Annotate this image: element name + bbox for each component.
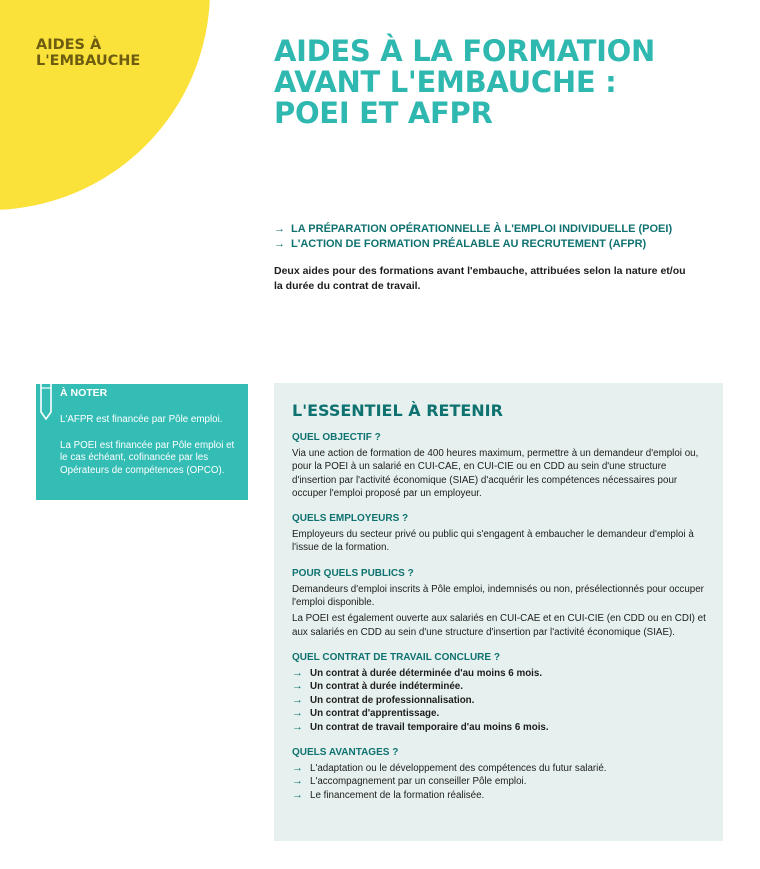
advantages-section bbox=[292, 747, 712, 802]
note-paragraph: L'AFPR est financée par Pôle emploi. bbox=[60, 414, 223, 425]
list-item-text: Un contrat d'apprentissage. bbox=[310, 708, 440, 720]
essentials-title: L'ESSENTIEL À RETENIR bbox=[292, 401, 503, 420]
arrow-icon: → bbox=[292, 680, 303, 693]
subtitle-list bbox=[274, 222, 672, 252]
list-item-text: Un contrat à durée déterminée d'au moins 6 mois. bbox=[310, 667, 543, 679]
objective-question: QUEL OBJECTIF ? bbox=[292, 432, 381, 443]
list-item-text: L'adaptation ou le développement des compétences du futur salarié. bbox=[310, 763, 607, 774]
objective-section bbox=[292, 432, 712, 500]
essentials-body bbox=[292, 432, 712, 815]
subtitle-text: LA PRÉPARATION OPÉRATIONNELLE À L'EMPLOI INDIVIDUELLE (POEI) bbox=[291, 223, 673, 235]
arrow-icon: → bbox=[292, 707, 303, 720]
publics-question: POUR QUELS PUBLICS ? bbox=[292, 567, 414, 579]
intro-text: Deux aides pour des formations avant l'embauche, attribuées selon la nature et/ou la durée du contrat de travail. bbox=[274, 265, 686, 292]
list-item-text: Le financement de la formation réalisée. bbox=[310, 789, 485, 801]
employers-question: QUELS EMPLOYEURS ? bbox=[292, 513, 409, 525]
list-item bbox=[292, 775, 712, 788]
contract-question: QUEL CONTRAT DE TRAVAIL CONCLURE ? bbox=[292, 651, 500, 663]
note-title: À NOTER bbox=[60, 387, 108, 399]
arrow-icon: → bbox=[274, 223, 285, 235]
section-tag-line: L'EMBAUCHE bbox=[36, 53, 141, 69]
note-paragraph: La POEI est financée par Pôle emploi et le cas échéant, cofinancée par les Opérateurs de compétences (OPCO). bbox=[60, 439, 235, 476]
subtitle-item bbox=[274, 237, 672, 252]
title-line: AIDES À LA FORMATION bbox=[274, 34, 655, 68]
arrow-icon: → bbox=[292, 788, 303, 801]
advantages-question: QUELS AVANTAGES ? bbox=[292, 747, 399, 758]
employers-answer: Employeurs du secteur privé ou public qui s'engagent à embaucher le demandeur d'emploi à l'issue de la formation. bbox=[292, 529, 694, 554]
list-item bbox=[292, 707, 712, 720]
page-title bbox=[274, 36, 655, 129]
list-item bbox=[292, 721, 712, 734]
list-item-text: L'accompagnement par un conseiller Pôle emploi. bbox=[310, 776, 527, 788]
list-item bbox=[292, 694, 712, 707]
publics-section bbox=[292, 568, 712, 639]
arrow-icon: → bbox=[292, 720, 303, 733]
note-text bbox=[60, 414, 240, 490]
section-tag bbox=[36, 37, 140, 69]
list-item bbox=[292, 680, 712, 693]
list-item-text: Un contrat à durée indéterminée. bbox=[310, 681, 463, 693]
title-line: POEI ET AFPR bbox=[274, 96, 493, 130]
contract-list bbox=[292, 667, 712, 734]
arrow-icon: → bbox=[292, 666, 303, 679]
subtitle-item bbox=[274, 222, 672, 237]
list-item-text: Un contrat de professionnalisation. bbox=[310, 694, 475, 706]
contract-section bbox=[292, 652, 712, 734]
list-item bbox=[292, 789, 712, 802]
employers-section bbox=[292, 513, 712, 555]
pencil-icon bbox=[40, 384, 52, 420]
list-item bbox=[292, 667, 712, 680]
yellow-circle-decoration bbox=[0, 0, 210, 210]
title-line: AVANT L'EMBAUCHE : bbox=[274, 65, 617, 99]
arrow-icon: → bbox=[274, 238, 285, 250]
publics-answer: La POEI est également ouverte aux salariés en CUI-CAE et en CUI-CIE (en CDD ou en CDI) et aux salariés en CDD au sein d'une structure d'insertion par l'activité économique (SIAE). bbox=[292, 613, 706, 638]
list-item bbox=[292, 762, 712, 775]
section-tag-line: AIDES À bbox=[36, 37, 102, 53]
list-item-text: Un contrat de travail temporaire d'au moins 6 mois. bbox=[310, 721, 549, 733]
objective-answer: Via une action de formation de 400 heures maximum, permettre à un demandeur d'emploi ou, pour la POEI à un salarié en CUI-CAE, en CUI-CIE ou en CDD au sein d'une structure d'insertion par l'activité économique (SIAE) d'acquérir les compétences nécessaires pour occuper l'emploi proposé par un employeur. bbox=[292, 448, 699, 499]
publics-answer: Demandeurs d'emploi inscrits à Pôle emploi, indemnisés ou non, présélectionnés pour occuper l'emploi disponible. bbox=[292, 583, 704, 609]
arrow-icon: → bbox=[292, 762, 303, 774]
note-box bbox=[36, 384, 248, 500]
subtitle-text: L'ACTION DE FORMATION PRÉALABLE AU RECRUTEMENT (AFPR) bbox=[291, 238, 647, 250]
essentials-panel bbox=[274, 383, 723, 841]
arrow-icon: → bbox=[292, 693, 303, 706]
advantages-list bbox=[292, 762, 712, 802]
arrow-icon: → bbox=[292, 775, 303, 788]
